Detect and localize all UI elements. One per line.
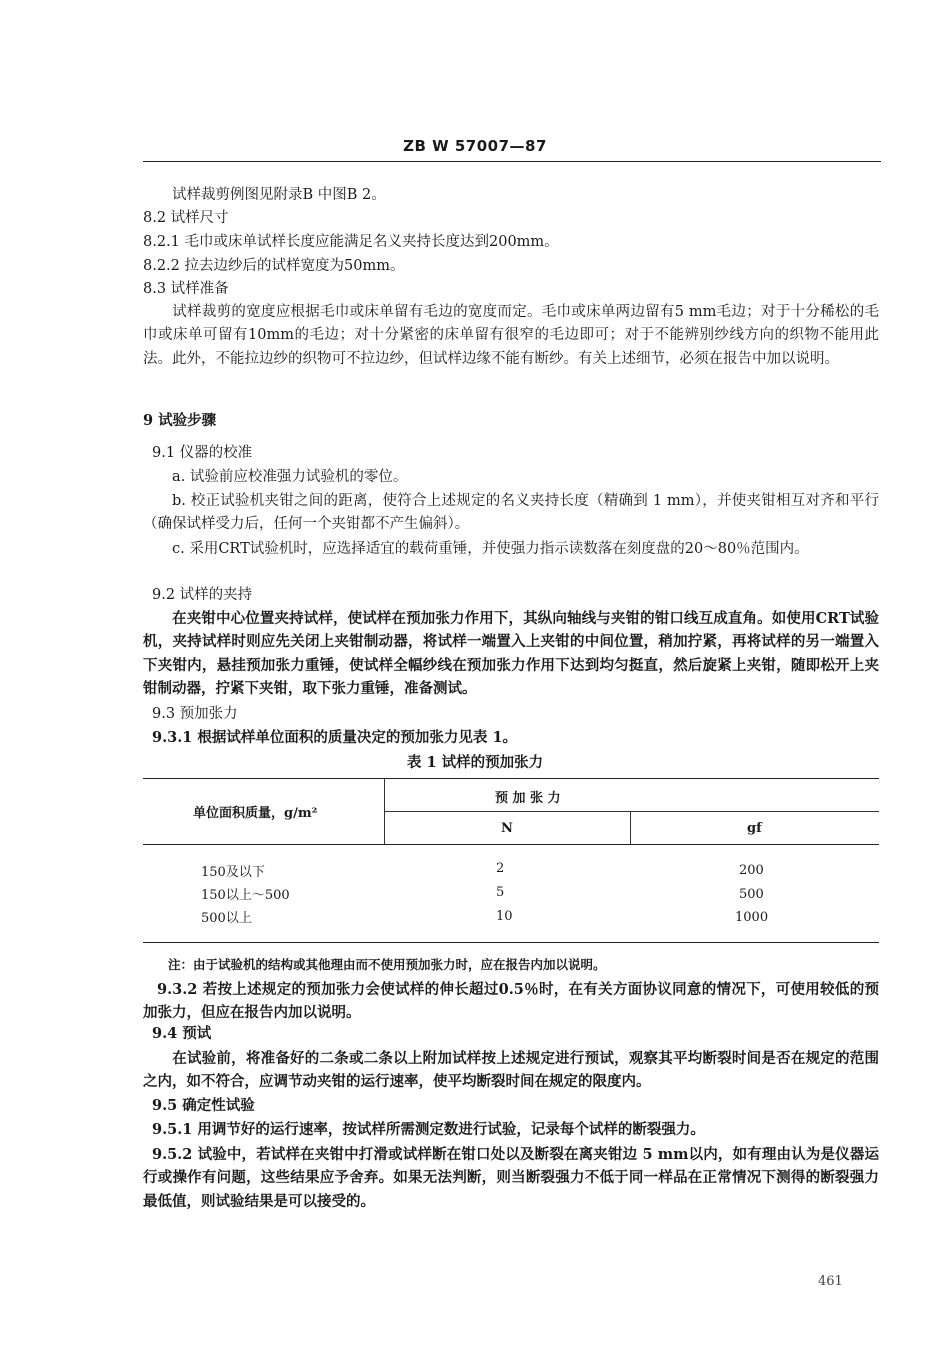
table-subheader-n: N [501, 821, 513, 836]
table-subcol-divider [630, 811, 631, 844]
table-col-divider [384, 778, 385, 844]
section-heading-9-1: 9.1 仪器的校准 [152, 445, 253, 461]
item-9-1-c-text: c. 采用CRT试验机时，应选择适宜的载荷重锤，并使强力指示读数落在刻度盘的20～80％范围内。 [172, 541, 809, 557]
clause-8-2-1: 8.2.1 毛巾或床单试样长度应能满足名义夹持长度达到200mm。 [143, 234, 559, 250]
table-subheader-gf: gf [747, 821, 762, 836]
table-cell: 200 [739, 863, 764, 878]
section-heading-8-2: 8.2 试样尺寸 [143, 210, 229, 226]
table-cell: 500以上 [201, 911, 252, 926]
section-heading-8-3: 8.3 试样准备 [143, 281, 229, 297]
item-9-1-c [143, 538, 879, 561]
table-cell: 5 [496, 885, 505, 900]
table-cell: 150以上～500 [201, 888, 290, 903]
table-cell: 2 [496, 861, 505, 876]
header-rule [143, 161, 881, 162]
clause-8-2-2: 8.2.2 拉去边纱后的试样宽度为50mm。 [143, 258, 405, 274]
clause-9-5-1: 9.5.1 用调节好的运行速率，按试样所需测定数进行试验，记录每个试样的断裂强力。 [152, 1121, 705, 1138]
paragraph-9-2-text: 在夹钳中心位置夹持试样，使试样在预加张力作用下，其纵向轴线与夹钳的钳口线互成直角。如使用CRT试验机，夹持试样时则应先关闭上夹钳制动器，将试样一端置入上夹钳的中间位置，稍加拧紧，再将试样的另一端置入下夹钳内，悬挂预加张力重锤，使试样全幅纱线在预加张力作用下达到均匀挺直，然后旋紧上夹钳，随即松开上夹钳制动器，拧紧下夹钳，取下张力重锤，准备测试。 [143, 610, 879, 698]
paragraph-9-4-text: 在试验前，将准备好的二条或二条以上附加试样按上述规定进行预试，观察其平均断裂时间是否在规定的范围之内，如不符合，应调节动夹钳的运行速率，使平均断裂时间在规定的限度内。 [143, 1050, 879, 1091]
clause-9-3-2-text: 9.3.2 若按上述规定的预加张力会使试样的伸长超过0.5％时，在有关方面协议同意的情况下，可使用较低的预加张力，但应在报告内加以说明。 [143, 981, 879, 1022]
table-bottom-rule [143, 942, 879, 943]
table-subheader-rule [384, 811, 879, 812]
chapter-heading-9: 9 试验步骤 [143, 412, 217, 429]
paragraph-9-4 [143, 1047, 879, 1094]
table-top-rule [143, 778, 879, 779]
clause-9-5-2-text: 9.5.2 试验中，若试样在夹钳中打滑或试样断在钳口处以及断裂在离夹钳边 5 mm以内，如有理由认为是仪器运行或操作有问题，这些结果应予舍弃。如果无法判断，则当断裂强力不低于同一样品在正常情况下测得的断裂强力最低值，则试验结果是可以接受的。 [143, 1146, 879, 1210]
table-title: 表 1 试样的预加张力 [406, 754, 544, 771]
item-9-1-a: a. 试验前应校准强力试验机的零位。 [172, 469, 408, 485]
table-cell: 150及以下 [201, 865, 265, 880]
clause-9-3-1: 9.3.1 根据试样单位面积的质量决定的预加张力见表 1。 [152, 729, 518, 746]
section-heading-9-5: 9.5 确定性试验 [152, 1097, 255, 1114]
section-heading-9-2: 9.2 试样的夹持 [152, 587, 253, 603]
clause-9-5-2 [143, 1143, 879, 1213]
table-header-rule [143, 844, 879, 845]
table-cell: 10 [496, 909, 513, 924]
table-col1-header: 单位面积质量，g/m² [193, 806, 318, 821]
document-header: ZB W 57007—87 [403, 137, 547, 155]
table-cell: 1000 [735, 910, 769, 925]
section-heading-9-3: 9.3 预加张力 [152, 706, 238, 722]
pretension-table [143, 778, 879, 944]
paragraph-8-3-text: 试样裁剪的宽度应根据毛巾或床单留有毛边的宽度而定。毛巾或床单两边留有5 mm毛边；对于十分稀松的毛巾或床单可留有10mm的毛边；对十分紧密的床单留有很窄的毛边即可；对于不能辨别纱线方向的织物不能用此法。此外，不能拉边纱的织物可不拉边纱，但试样边缘不能有断纱。有关上述细节，必须在报告中加以说明。 [143, 304, 879, 367]
table-cell: 500 [739, 887, 764, 902]
text-line: 试样裁剪例图见附录B 中图B 2。 [172, 187, 386, 203]
paragraph-9-2 [143, 607, 879, 701]
section-heading-9-4: 9.4 预试 [152, 1025, 212, 1042]
table-note: 注：由于试验机的结构或其他理由而不使用预加张力时，应在报告内加以说明。 [168, 957, 606, 972]
page-number: 461 [818, 1274, 843, 1289]
item-9-1-b [143, 490, 879, 537]
table-group-header: 预 加 张 力 [495, 791, 561, 806]
clause-9-3-2 [143, 978, 879, 1025]
item-9-1-b-text: b. 校正试验机夹钳之间的距离，使符合上述规定的名义夹持长度（精确到 1 mm），并使夹钳相互对齐和平行（确保试样受力后，任何一个夹钳都不产生偏斜）。 [143, 493, 879, 533]
paragraph-8-3 [143, 301, 879, 371]
